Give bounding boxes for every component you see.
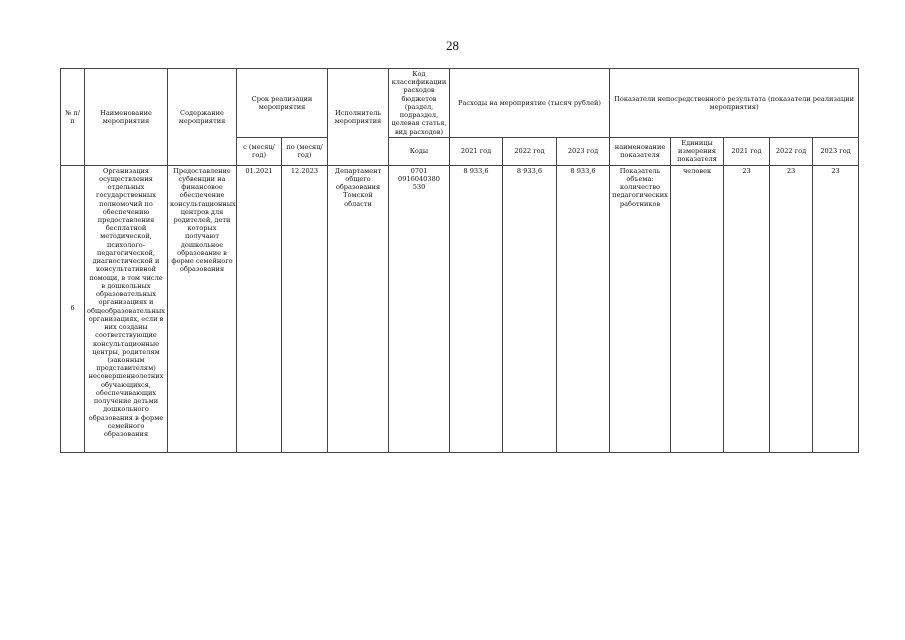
cell-ind-2021: 23 — [724, 165, 770, 452]
header-indicator-unit: Единицы измерения показателя — [671, 137, 724, 165]
cell-period-to: 12.2023 — [282, 165, 328, 452]
header-ind-2021: 2021 год — [724, 137, 770, 165]
cell-indicator-unit: человек — [671, 165, 724, 452]
header-indicator-name: наименование показателя — [610, 137, 671, 165]
header-exp-2022: 2022 год — [503, 137, 557, 165]
header-period: Срок реализации мероприятия — [237, 69, 328, 138]
header-indicators: Показатели непосредственного результата (показатели реализации мероприятия) — [610, 69, 859, 138]
header-ind-2022: 2022 год — [770, 137, 813, 165]
cell-num: 6 — [61, 165, 85, 452]
cell-name: Организация осуществления отдельных государственных полномочий по обеспечению предоставления бесплатной методической, психолого-педагогической, диагностической и консультативной помощи, в том числе в дошкольных образовательных организациях и общеобразовательных организациях, если в них созданы соответствующие консультационные центры, родителям (законным представителям) несовершеннолетних обучающихся, обеспечивающих получение детьми дошкольного образования в форме семейного образования — [85, 165, 168, 452]
header-code-classification: Код классификации расходов бюджетов (раздел, подраздел, целевая статья, вид расходов) — [389, 69, 450, 138]
cell-indicator-name: Показатель объема: количество педагогических работников — [610, 165, 671, 452]
header-executor: Исполнитель мероприятия — [328, 69, 389, 166]
header-name: Наименование мероприятия — [85, 69, 168, 166]
cell-exp-2022: 8 933,6 — [503, 165, 557, 452]
cell-exp-2023: 8 933,6 — [557, 165, 610, 452]
header-expenses: Расходы на мероприятие (тысяч рублей) — [450, 69, 610, 138]
header-num: № п/п — [61, 69, 85, 166]
measures-table — [60, 68, 859, 453]
header-period-from: с (месяц/ год) — [237, 137, 282, 165]
header-content: Содержание мероприятия — [168, 69, 237, 166]
header-period-to: по (месяц/год) — [282, 137, 328, 165]
cell-content: Предоставление субвенции на финансовое обеспечение консультационных центров для родителей, дети которых получают дошкольное образование в форме семейного образования — [168, 165, 237, 452]
table-row — [61, 165, 859, 452]
header-exp-2023: 2023 год — [557, 137, 610, 165]
header-codes: Коды — [389, 137, 450, 165]
cell-ind-2023: 23 — [813, 165, 859, 452]
header-exp-2021: 2021 год — [450, 137, 503, 165]
cell-ind-2022: 23 — [770, 165, 813, 452]
header-ind-2023: 2023 год — [813, 137, 859, 165]
cell-executor: Департамент общего образования Томской области — [328, 165, 389, 452]
cell-codes: 0701 0916040380 530 — [389, 165, 450, 452]
page-number: 28 — [446, 38, 459, 53]
cell-exp-2021: 8 933,6 — [450, 165, 503, 452]
cell-period-from: 01.2021 — [237, 165, 282, 452]
